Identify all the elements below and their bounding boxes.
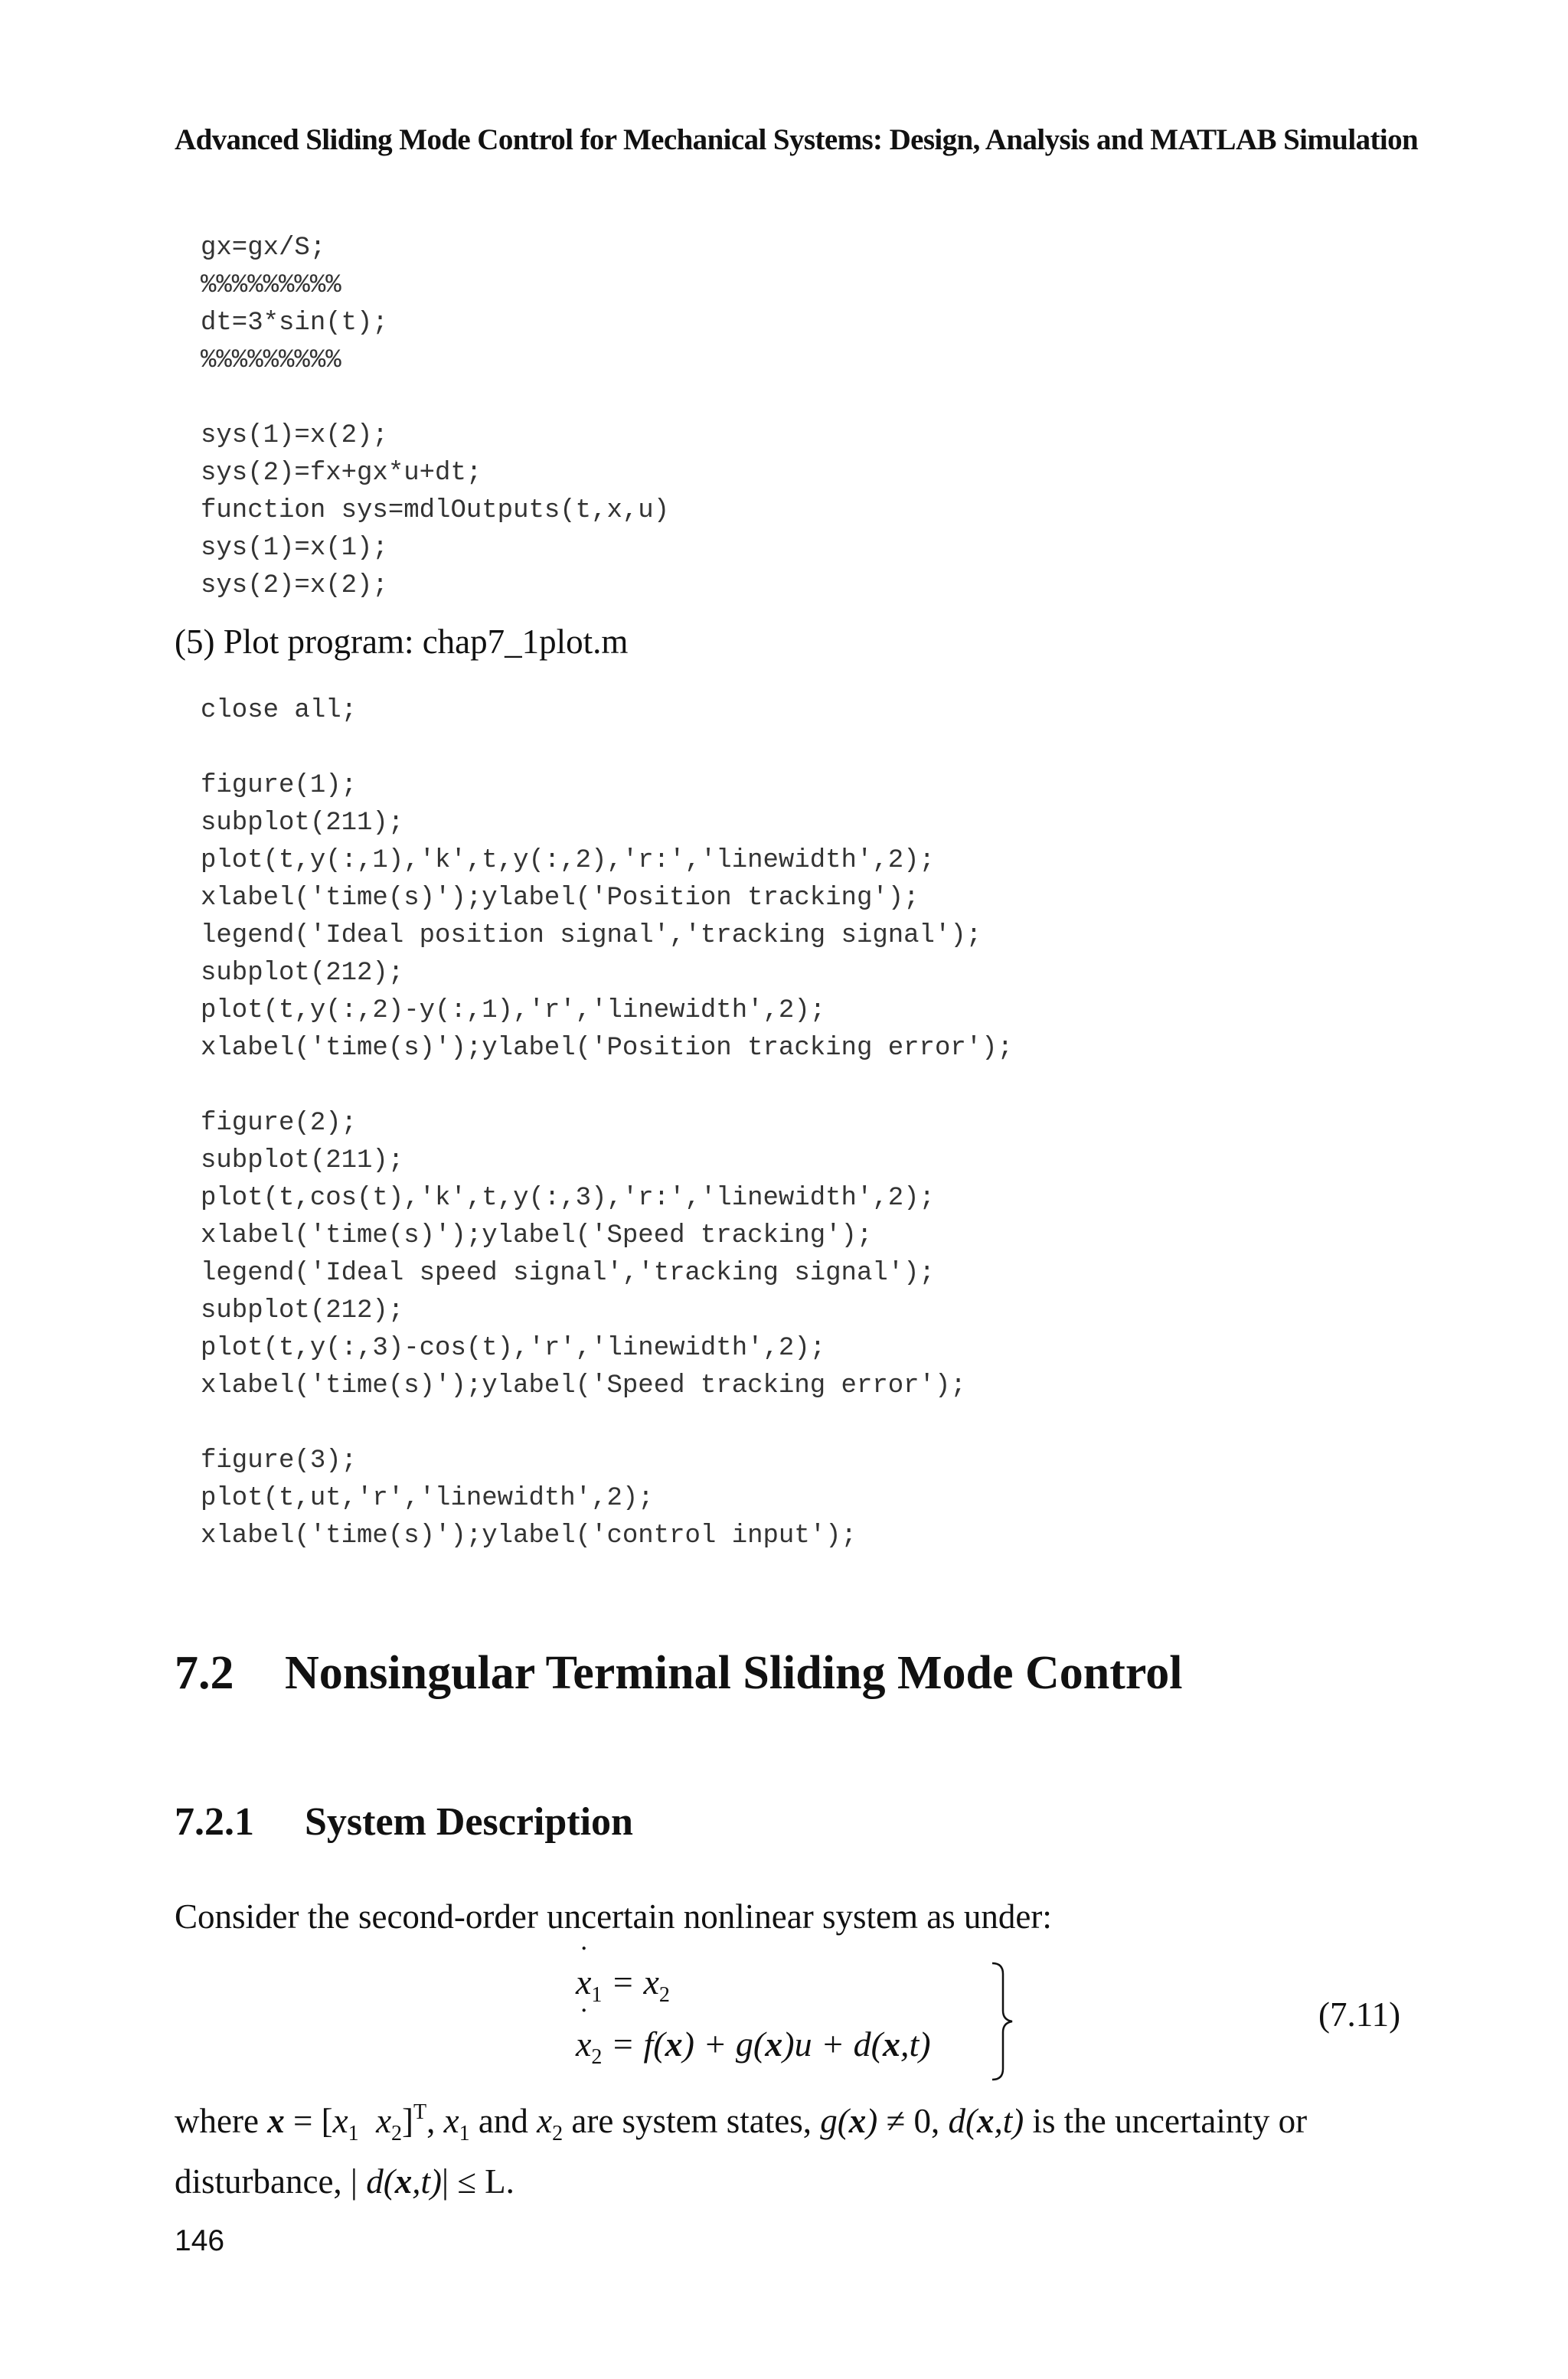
code-line: plot(t,y(:,1),'k',t,y(:,2),'r:','linewidth',2); (201, 846, 935, 875)
code-line: legend('Ideal speed signal','tracking signal'); (201, 1259, 935, 1288)
code-block-s-function (201, 230, 669, 605)
code-line (201, 730, 1013, 767)
plot-program-caption: (5) Plot program: chap7_1plot.m (175, 623, 629, 661)
intro-paragraph: Consider the second-order uncertain nonlinear system as under: (175, 1897, 1052, 1936)
code-line (201, 1067, 1013, 1105)
equation-number: (7.11) (1318, 1995, 1401, 2034)
section-heading (175, 1646, 1183, 1701)
code-line: %%%%%%%%% (201, 346, 341, 375)
code-line: gx=gx/S; (201, 234, 326, 263)
section-number: 7.2 (175, 1647, 234, 1699)
code-line: xlabel('time(s)');ylabel('control input'); (201, 1521, 857, 1551)
code-line: subplot(211); (201, 809, 404, 838)
code-line: %%%%%%%%% (201, 271, 341, 300)
code-line: plot(t,y(:,3)-cos(t),'r','linewidth',2); (201, 1334, 826, 1363)
code-line: plot(t,ut,'r','linewidth',2); (201, 1484, 654, 1513)
page-number: 146 (175, 2224, 225, 2257)
code-line: function sys=mdlOutputs(t,x,u) (201, 496, 670, 525)
code-line: legend('Ideal position signal','tracking signal'); (201, 921, 982, 950)
code-line: sys(2)=fx+gx*u+dt; (201, 459, 482, 488)
code-line: subplot(212); (201, 1296, 404, 1325)
code-line: figure(3); (201, 1446, 358, 1475)
code-line: plot(t,y(:,2)-y(:,1),'r','linewidth',2); (201, 996, 826, 1025)
code-line: xlabel('time(s)');ylabel('Position tracking error'); (201, 1034, 1013, 1063)
code-line: figure(2); (201, 1109, 358, 1138)
code-line: sys(2)=x(2); (201, 571, 388, 600)
code-block-plot-program (201, 692, 1013, 1555)
where-paragraph: where $x = [x_1$ $x_2]^T$, $x_1$ and $x_2$ are system states, g(x) ≠ 0, d(x,t) is the uncertainty or disturbance, | d(x,t)| ≤ L. (175, 2100, 1308, 2201)
code-line: dt=3*sin(t); (201, 309, 388, 338)
equation-line-2: x $˙_2 = f(x) + g(x)u + d(x,t)$ (576, 2024, 931, 2070)
equation-brace (988, 1960, 1018, 2083)
code-line (201, 1405, 1013, 1443)
code-line: close all; (201, 696, 358, 725)
code-line: plot(t,cos(t),'k',t,y(:,3),'r:','linewidth',2); (201, 1184, 935, 1213)
code-line: subplot(211); (201, 1146, 404, 1175)
code-line: xlabel('time(s)');ylabel('Speed tracking'); (201, 1221, 873, 1250)
section-title: Nonsingular Terminal Sliding Mode Control (285, 1647, 1183, 1699)
code-line: sys(1)=x(1); (201, 534, 388, 563)
subsection-number: 7.2.1 (175, 1800, 254, 1844)
running-header: Advanced Sliding Mode Control for Mechanical Systems: Design, Analysis and MATLAB Simulation (175, 123, 1419, 156)
subsection-heading (175, 1799, 633, 1845)
code-line: subplot(212); (201, 959, 404, 988)
code-line: sys(1)=x(2); (201, 421, 388, 450)
equation-line-1: x $˙_1 = x_2$ (576, 1962, 670, 2008)
subsection-title: System Description (305, 1800, 633, 1844)
code-line: xlabel('time(s)');ylabel('Speed tracking error'); (201, 1371, 966, 1400)
code-line: figure(1); (201, 771, 358, 800)
code-line: xlabel('time(s)');ylabel('Position tracking'); (201, 884, 920, 913)
code-line (201, 380, 669, 417)
